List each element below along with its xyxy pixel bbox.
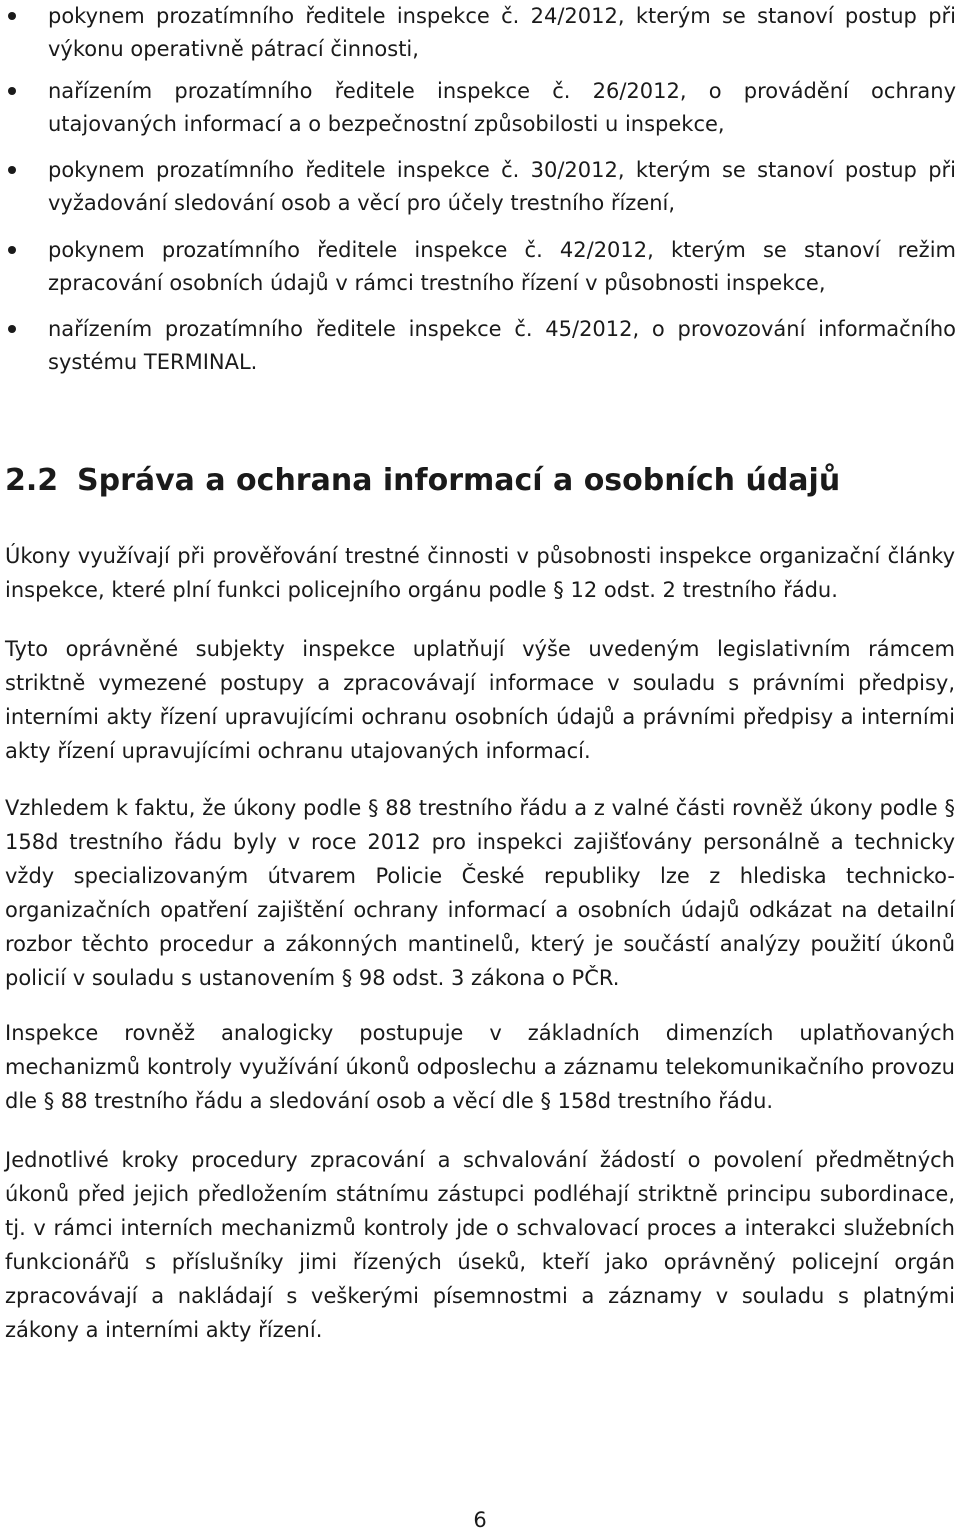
- section-title: Správa a ochrana informací a osobních údajů: [77, 463, 841, 498]
- section-number: 2.2: [5, 463, 59, 498]
- bullet-item: pokynem prozatímního ředitele inspekce č. 42/2012, kterým se stanoví režim zpracování osobních údajů v rámci trestního řízení v působnosti inspekce,: [48, 234, 956, 300]
- bullet-item: nařízením prozatímního ředitele inspekce č. 26/2012, o provádění ochrany utajovaných informací a o bezpečnostní způsobilosti u inspekce,: [48, 75, 956, 141]
- section-heading: [5, 460, 955, 502]
- paragraph: Inspekce rovněž analogicky postupuje v základních dimenzích uplatňovaných mechanizmů kontroly využívání úkonů odposlechu a záznamu telekomunikačního provozu dle § 88 trestního řádu a sledování osob a věcí dle § 158d trestního řádu.: [5, 1021, 955, 1113]
- bullet-item: nařízením prozatímního ředitele inspekce č. 45/2012, o provozování informačního systému TERMINAL.: [48, 313, 956, 379]
- bullet-item: pokynem prozatímního ředitele inspekce č. 24/2012, kterým se stanoví postup při výkonu operativně pátrací činnosti,: [48, 0, 956, 66]
- bullet-item: pokynem prozatímního ředitele inspekce č. 30/2012, kterým se stanoví postup při vyžadování sledování osob a věcí pro účely trestního řízení,: [48, 154, 956, 220]
- page-number: 6: [473, 1508, 487, 1532]
- paragraph: Jednotlivé kroky procedury zpracování a schvalování žádostí o povolení předmětných úkonů před jejich předložením státnímu zástupci podléhají striktně principu subordinace, tj. v rámci interních mechanizmů kontroly jde o schvalovací proces a interakci služebních funkcionářů s příslušníky jimi řízených úseků, kteří jako oprávněný policejní orgán zpracovávají a nakládají s veškerými písemnostmi a záznamy v souladu s platnými zákony a interními akty řízení.: [5, 1148, 955, 1342]
- paragraph: Vzhledem k faktu, že úkony podle § 88 trestního řádu a z valné části rovněž úkony podle § 158d trestního řádu byly v roce 2012 pro inspekci zajišťovány personálně a technicky vždy specializovaným útvarem Policie České republiky lze z hlediska technicko-organizačních opatření zajištění ochrany informací a osobních údajů odkázat na detailní rozbor těchto procedur a zákonných mantinelů, který je součástí analýzy použití úkonů policií v souladu s ustanovením § 98 odst. 3 zákona o PČR.: [5, 796, 955, 990]
- paragraph: Úkony využívají při prověřování trestné činnosti v působnosti inspekce organizační články inspekce, které plní funkci policejního orgánu podle § 12 odst. 2 trestního řádu.: [5, 544, 955, 602]
- paragraph: Tyto oprávněné subjekty inspekce uplatňují výše uvedeným legislativním rámcem striktně vymezené postupy a zpracovávají informace v souladu s právními předpisy, interními akty řízení upravujícími ochranu osobních údajů a právními předpisy a interními akty řízení upravujícími ochranu utajovaných informací.: [5, 637, 955, 763]
